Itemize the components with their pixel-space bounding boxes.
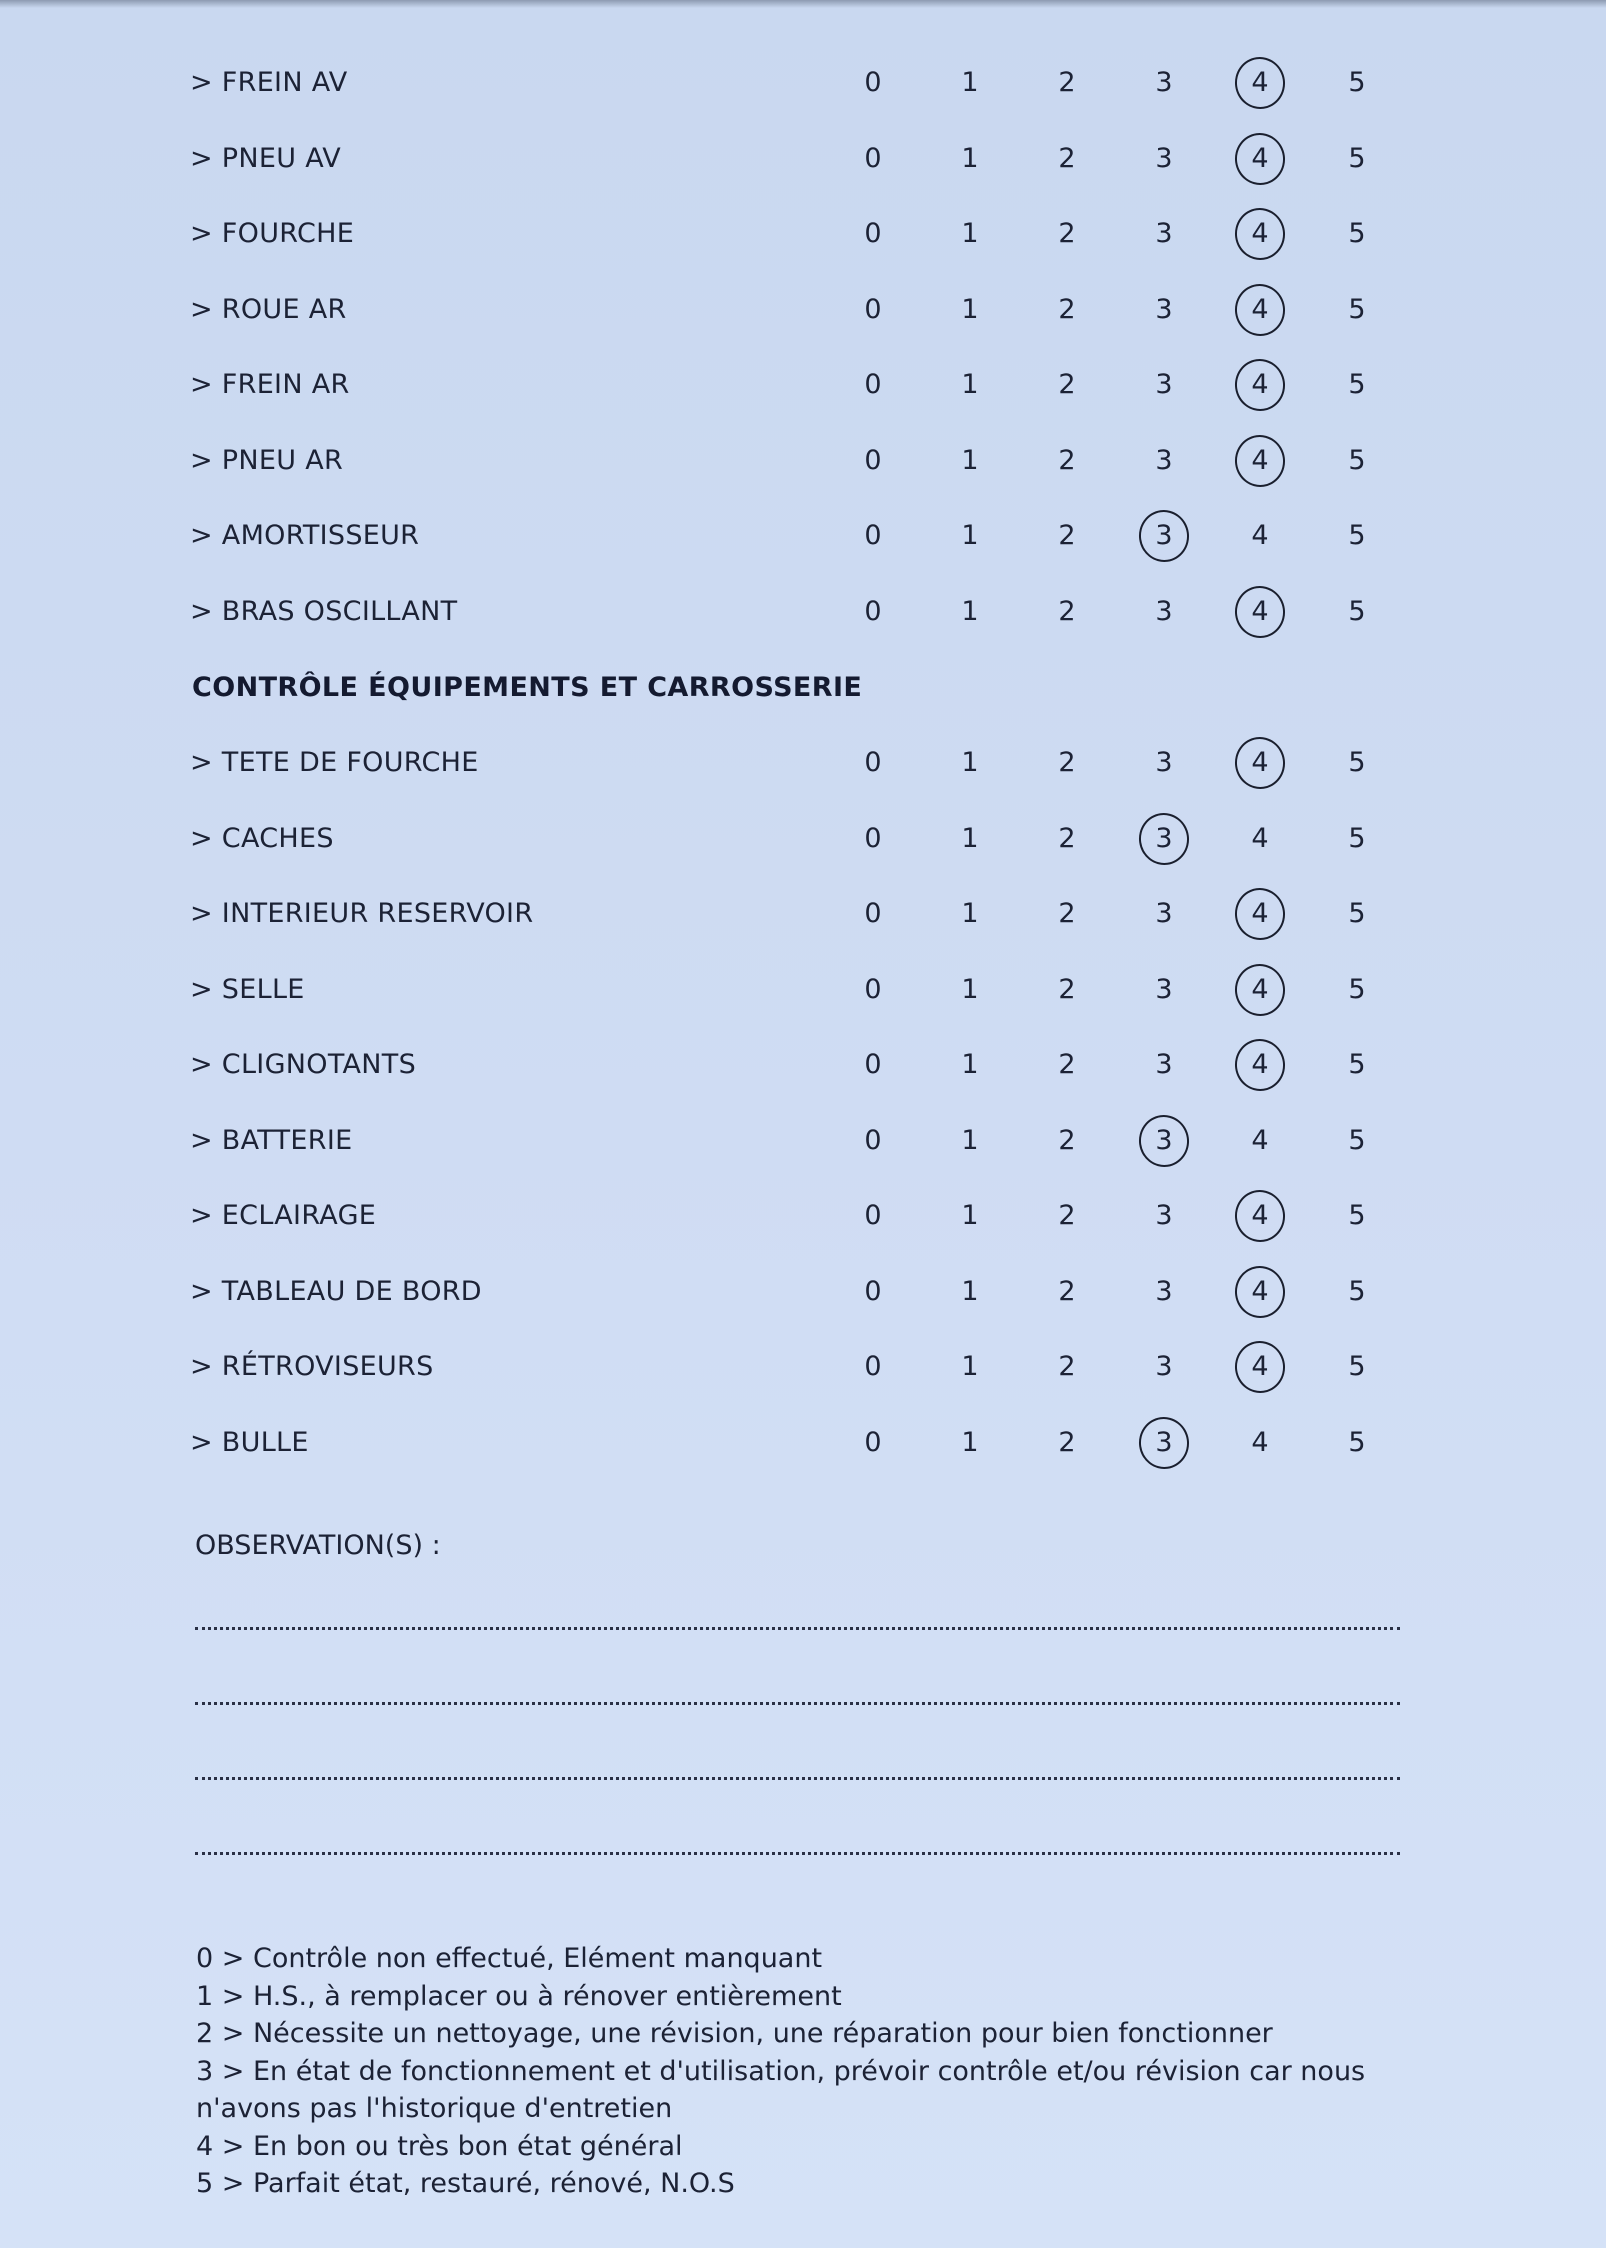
check-item-label: > TABLEAU DE BORD <box>190 1275 482 1307</box>
score-option-selected[interactable]: 4 <box>1230 1347 1290 1387</box>
score-option[interactable]: 2 <box>1058 1275 1076 1307</box>
legend-line: 1 > H.S., à remplacer ou à rénover entièrement <box>196 1980 842 2012</box>
score-option[interactable]: 2 <box>1058 1124 1076 1156</box>
score-option[interactable]: 5 <box>1348 973 1366 1005</box>
score-option[interactable]: 2 <box>1058 444 1076 476</box>
score-option[interactable]: 5 <box>1348 444 1366 476</box>
score-option[interactable]: 4 <box>1251 1124 1269 1156</box>
score-option-selected[interactable]: 4 <box>1230 441 1290 481</box>
score-option[interactable]: 1 <box>961 1200 979 1231</box>
score-option[interactable]: 4 <box>1251 520 1269 551</box>
score-option[interactable]: 0 <box>864 973 882 1005</box>
legend-line: 5 > Parfait état, restauré, rénové, N.O.S <box>196 2168 735 2199</box>
check-row <box>0 214 1606 254</box>
check-item-label: > ROUE AR <box>190 293 347 325</box>
rating-legend <box>196 1940 1396 2203</box>
observations-label: OBSERVATION(S) : <box>195 1530 441 1561</box>
legend-line: n'avons pas l'historique d'entretien <box>196 2093 673 2124</box>
score-option[interactable]: 3 <box>1155 293 1173 325</box>
score-option[interactable]: 0 <box>864 142 882 174</box>
score-option[interactable]: 0 <box>864 1124 882 1156</box>
score-option[interactable]: 5 <box>1348 1200 1366 1231</box>
check-row <box>0 970 1606 1010</box>
check-item-label: > FOURCHE <box>190 218 355 249</box>
score-option[interactable]: 1 <box>961 1426 979 1458</box>
score-option[interactable]: 0 <box>864 1049 882 1080</box>
score-option[interactable]: 0 <box>864 369 882 400</box>
check-row <box>0 592 1606 632</box>
check-item-label: > SELLE <box>190 973 305 1005</box>
score-option[interactable]: 0 <box>864 67 882 98</box>
score-option[interactable]: 0 <box>864 1426 882 1458</box>
check-row <box>0 1196 1606 1236</box>
score-option[interactable]: 0 <box>864 822 882 854</box>
check-row <box>0 63 1606 103</box>
score-option-selected[interactable]: 4 <box>1230 970 1290 1010</box>
score-option[interactable]: 5 <box>1348 1124 1366 1156</box>
score-option[interactable]: 2 <box>1058 218 1076 249</box>
score-option[interactable]: 3 <box>1155 218 1173 249</box>
score-option[interactable]: 0 <box>864 1200 882 1231</box>
check-row <box>0 1045 1606 1085</box>
check-row <box>0 1347 1606 1387</box>
score-option[interactable]: 2 <box>1058 520 1076 551</box>
check-item-label: > CLIGNOTANTS <box>190 1049 417 1080</box>
score-option[interactable]: 5 <box>1348 1426 1366 1458</box>
check-item-label: > ECLAIRAGE <box>190 1200 377 1231</box>
legend-line: 4 > En bon ou très bon état général <box>196 2130 683 2162</box>
score-option[interactable]: 5 <box>1348 1275 1366 1307</box>
score-option[interactable]: 3 <box>1155 1049 1173 1080</box>
score-option[interactable]: 1 <box>961 142 979 174</box>
score-option[interactable]: 3 <box>1155 444 1173 476</box>
score-option[interactable]: 1 <box>961 444 979 476</box>
check-item-label: > BRAS OSCILLANT <box>190 595 458 627</box>
score-option[interactable]: 1 <box>961 595 979 627</box>
score-option[interactable]: 5 <box>1348 1351 1366 1382</box>
legend-line: 3 > En état de fonctionnement et d'utilisation, prévoir contrôle et/ou révision car nous <box>196 2055 1366 2087</box>
score-option-selected[interactable]: 4 <box>1230 139 1290 179</box>
score-option[interactable]: 0 <box>864 1351 882 1382</box>
observation-line[interactable] <box>195 1777 1400 1780</box>
score-option[interactable]: 2 <box>1058 293 1076 325</box>
score-option[interactable]: 5 <box>1348 218 1366 249</box>
score-option-selected[interactable]: 4 <box>1230 290 1290 330</box>
observation-line[interactable] <box>195 1627 1400 1630</box>
score-option-selected[interactable]: 4 <box>1230 743 1290 783</box>
score-option[interactable]: 5 <box>1348 142 1366 174</box>
check-item-label: > FREIN AR <box>190 369 350 400</box>
check-item-label: > PNEU AV <box>190 142 342 174</box>
check-item-label: > TETE DE FOURCHE <box>190 747 479 778</box>
score-option[interactable]: 1 <box>961 973 979 1005</box>
check-row <box>0 365 1606 405</box>
legend-line: 2 > Nécessite un nettoyage, une révision, une réparation pour bien fonctionner <box>196 2018 1273 2049</box>
score-option[interactable]: 0 <box>864 898 882 929</box>
score-option[interactable]: 2 <box>1058 142 1076 174</box>
score-option[interactable]: 3 <box>1155 1275 1173 1307</box>
check-item-label: > RÉTROVISEURS <box>190 1351 434 1382</box>
score-option[interactable]: 1 <box>961 369 979 400</box>
score-option[interactable]: 1 <box>961 520 979 551</box>
score-option[interactable]: 5 <box>1348 898 1366 929</box>
score-option-selected[interactable]: 3 <box>1134 819 1194 859</box>
score-option-selected[interactable]: 4 <box>1230 365 1290 405</box>
score-option[interactable]: 1 <box>961 898 979 929</box>
check-item-label: > BULLE <box>190 1426 309 1458</box>
score-option[interactable]: 0 <box>864 218 882 249</box>
check-row <box>0 819 1606 859</box>
check-row <box>0 1272 1606 1312</box>
check-item-label: > CACHES <box>190 822 334 854</box>
check-row <box>0 516 1606 556</box>
score-option[interactable]: 5 <box>1348 747 1366 778</box>
score-option-selected[interactable]: 3 <box>1134 1423 1194 1463</box>
check-row <box>0 441 1606 481</box>
score-option-selected[interactable]: 4 <box>1230 1196 1290 1236</box>
check-row <box>0 1121 1606 1161</box>
score-option[interactable]: 0 <box>864 444 882 476</box>
observation-line[interactable] <box>195 1702 1400 1705</box>
score-option[interactable]: 3 <box>1155 1351 1173 1382</box>
check-item-label: > BATTERIE <box>190 1124 353 1156</box>
score-option[interactable]: 3 <box>1155 747 1173 778</box>
section-heading-equipment: CONTRÔLE ÉQUIPEMENTS ET CARROSSERIE <box>192 672 863 703</box>
score-option-selected[interactable]: 3 <box>1134 516 1194 556</box>
score-option[interactable]: 4 <box>1251 1426 1269 1458</box>
score-option-selected[interactable]: 4 <box>1230 894 1290 934</box>
score-option[interactable]: 3 <box>1155 1200 1173 1231</box>
score-option[interactable]: 2 <box>1058 822 1076 854</box>
check-row <box>0 743 1606 783</box>
score-option[interactable]: 2 <box>1058 747 1076 778</box>
score-option[interactable]: 1 <box>961 1351 979 1382</box>
score-option[interactable]: 1 <box>961 218 979 249</box>
score-option[interactable]: 2 <box>1058 1351 1076 1382</box>
score-option[interactable]: 3 <box>1155 67 1173 98</box>
score-option[interactable]: 5 <box>1348 520 1366 551</box>
score-option[interactable]: 2 <box>1058 1049 1076 1080</box>
score-option-selected[interactable]: 4 <box>1230 214 1290 254</box>
score-option[interactable]: 0 <box>864 293 882 325</box>
score-option[interactable]: 2 <box>1058 1426 1076 1458</box>
check-row <box>0 894 1606 934</box>
score-option[interactable]: 2 <box>1058 369 1076 400</box>
score-option[interactable]: 5 <box>1348 67 1366 98</box>
check-item-label: > INTERIEUR RESERVOIR <box>190 898 534 929</box>
score-option[interactable]: 1 <box>961 1049 979 1080</box>
check-item-label: > FREIN AV <box>190 67 348 98</box>
score-option[interactable]: 3 <box>1155 973 1173 1005</box>
score-option[interactable]: 5 <box>1348 293 1366 325</box>
score-option[interactable]: 0 <box>864 747 882 778</box>
score-option[interactable]: 5 <box>1348 822 1366 854</box>
score-option[interactable]: 1 <box>961 1275 979 1307</box>
check-row <box>0 139 1606 179</box>
score-option-selected[interactable]: 4 <box>1230 1272 1290 1312</box>
score-option[interactable]: 2 <box>1058 595 1076 627</box>
score-option[interactable]: 2 <box>1058 67 1076 98</box>
score-option[interactable]: 5 <box>1348 595 1366 627</box>
score-option-selected[interactable]: 4 <box>1230 63 1290 103</box>
legend-line: 0 > Contrôle non effectué, Elément manquant <box>196 1943 823 1974</box>
score-option[interactable]: 1 <box>961 1124 979 1156</box>
score-option[interactable]: 1 <box>961 747 979 778</box>
check-item-label: > AMORTISSEUR <box>190 520 420 551</box>
score-option[interactable]: 3 <box>1155 142 1173 174</box>
score-option[interactable]: 3 <box>1155 595 1173 627</box>
score-option[interactable]: 1 <box>961 67 979 98</box>
check-item-label: > PNEU AR <box>190 444 344 476</box>
check-row <box>0 290 1606 330</box>
score-option[interactable]: 5 <box>1348 1049 1366 1080</box>
score-option[interactable]: 1 <box>961 293 979 325</box>
score-option[interactable]: 2 <box>1058 973 1076 1005</box>
score-option[interactable]: 0 <box>864 595 882 627</box>
score-option[interactable]: 1 <box>961 822 979 854</box>
score-option[interactable]: 0 <box>864 1275 882 1307</box>
score-option-selected[interactable]: 4 <box>1230 1045 1290 1085</box>
score-option[interactable]: 3 <box>1155 369 1173 400</box>
observation-line[interactable] <box>195 1852 1400 1855</box>
score-option[interactable]: 0 <box>864 520 882 551</box>
score-option[interactable]: 5 <box>1348 369 1366 400</box>
score-option[interactable]: 2 <box>1058 898 1076 929</box>
score-option-selected[interactable]: 4 <box>1230 592 1290 632</box>
check-row <box>0 1423 1606 1463</box>
score-option-selected[interactable]: 3 <box>1134 1121 1194 1161</box>
score-option[interactable]: 3 <box>1155 898 1173 929</box>
score-option[interactable]: 4 <box>1251 822 1269 854</box>
score-option[interactable]: 2 <box>1058 1200 1076 1231</box>
